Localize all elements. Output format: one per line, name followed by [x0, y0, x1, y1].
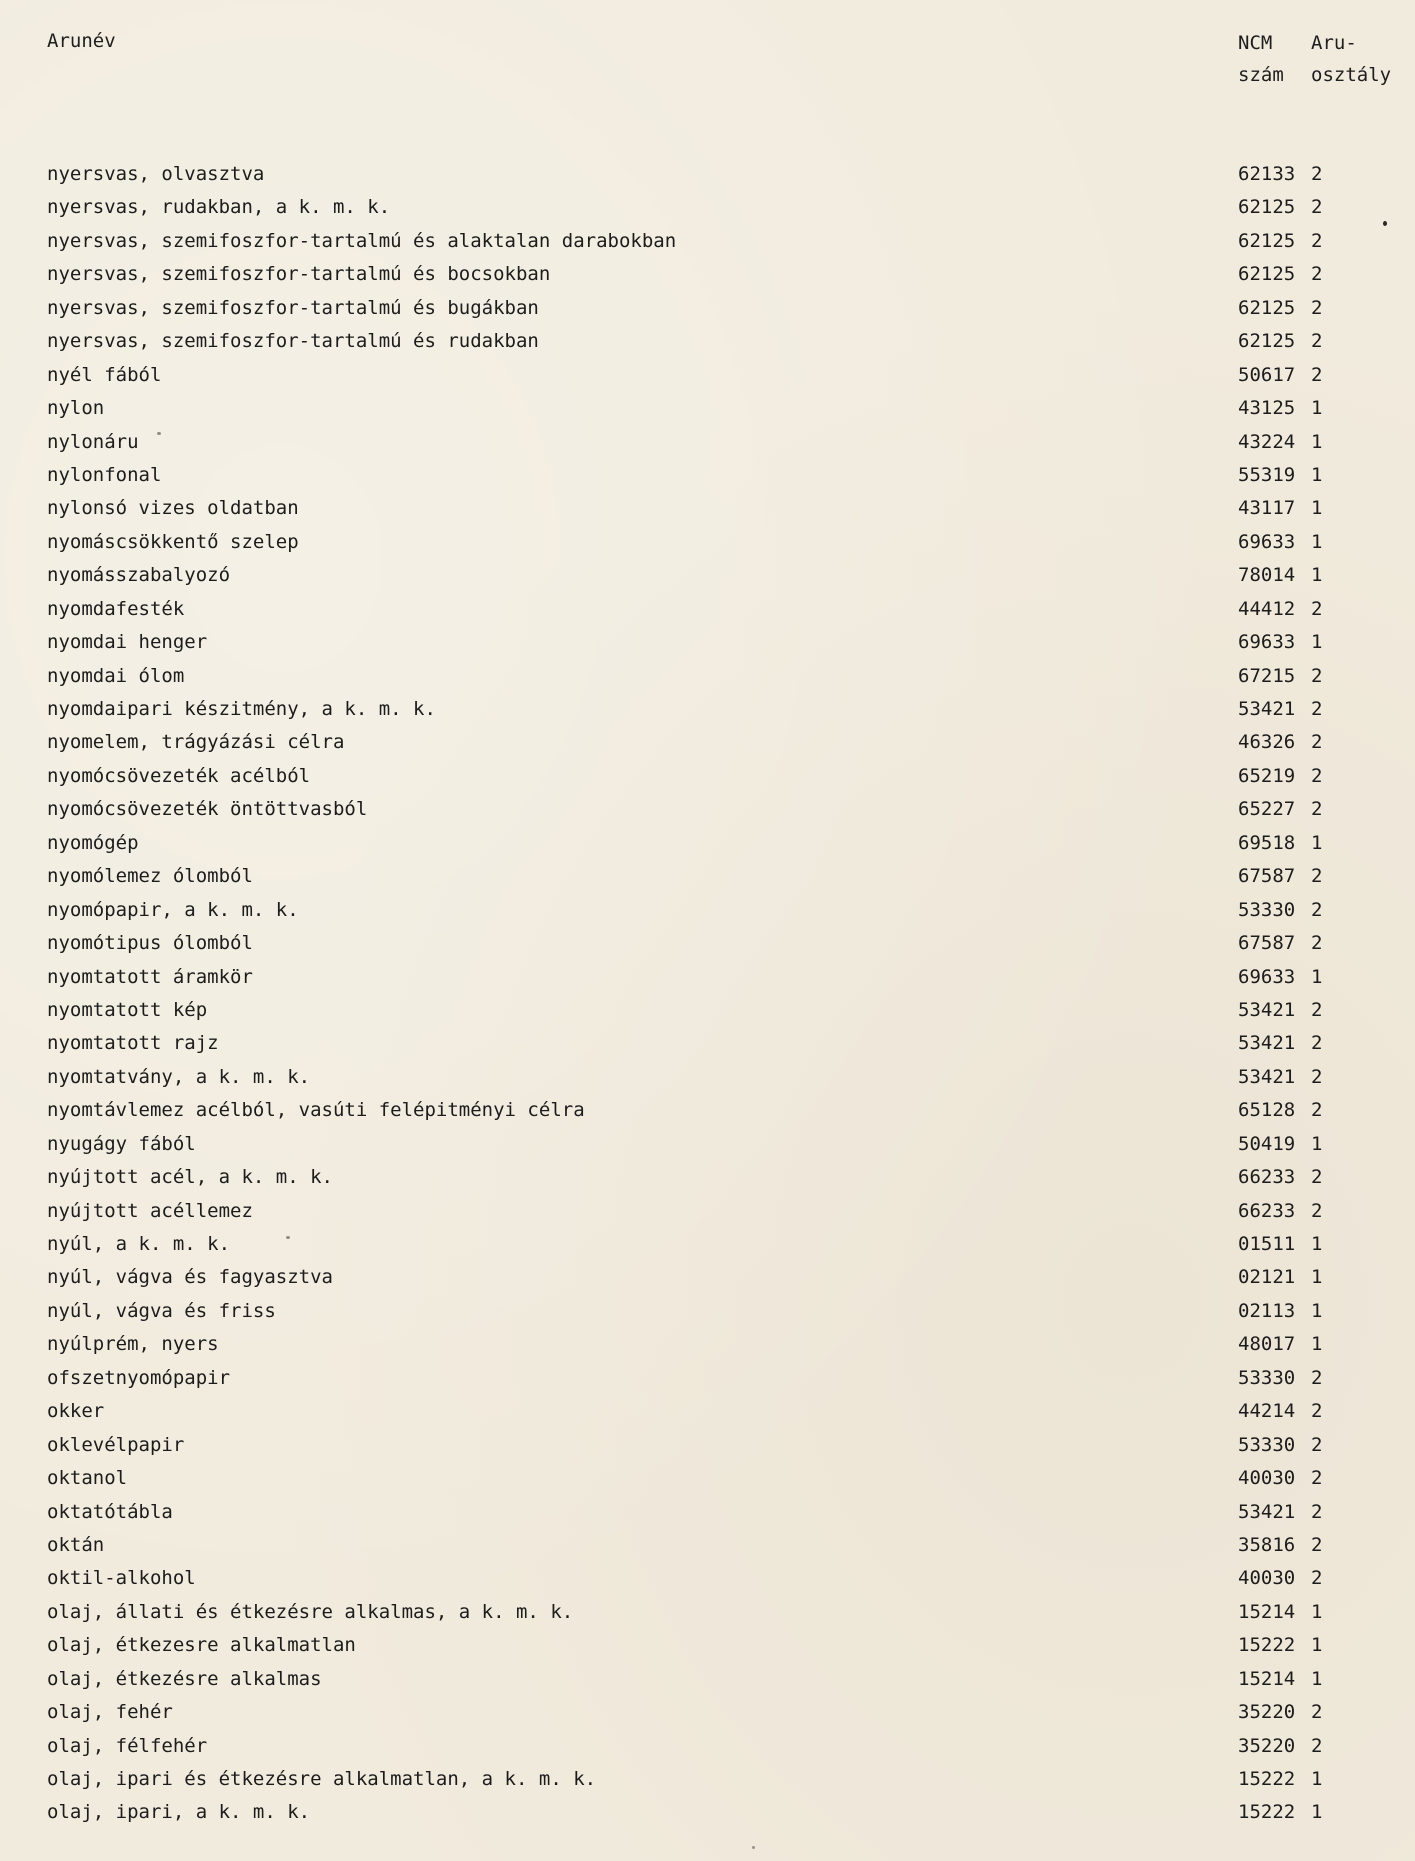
- item-name: olaj, félfehér: [47, 1734, 208, 1757]
- list-item: [0, 362, 1415, 395]
- item-class: 2: [1311, 1032, 1323, 1055]
- item-ncm-number: 53421: [1238, 998, 1296, 1021]
- item-name: nyugágy fából: [47, 1132, 196, 1155]
- item-name: nyújtott acél, a k. m. k.: [47, 1166, 333, 1189]
- item-class: 2: [1311, 330, 1323, 353]
- item-name: nyersvas, szemifoszfor-tartalmú és rudakban: [47, 330, 539, 353]
- item-class: 2: [1311, 798, 1323, 821]
- item-class: 2: [1311, 998, 1323, 1021]
- list-item: [0, 729, 1415, 762]
- list-item: [0, 930, 1415, 963]
- item-name: nyomáscsökkentő szelep: [47, 530, 299, 553]
- list-item: [0, 462, 1415, 495]
- item-class: 2: [1311, 229, 1323, 252]
- list-item: [0, 830, 1415, 863]
- item-name: nyomdai henger: [47, 631, 208, 654]
- item-class: 1: [1311, 965, 1323, 988]
- item-name: nyomtatvány, a k. m. k.: [47, 1065, 311, 1088]
- list-item: [0, 1264, 1415, 1297]
- item-name: nylon: [47, 397, 105, 420]
- list-item: [0, 1799, 1415, 1832]
- item-ncm-number: 15222: [1238, 1634, 1296, 1657]
- item-name: oktil-alkohol: [47, 1567, 196, 1590]
- item-ncm-number: 43117: [1238, 497, 1296, 520]
- item-ncm-number: 53421: [1238, 698, 1296, 720]
- item-ncm-number: 50617: [1238, 363, 1296, 386]
- item-ncm-number: 65128: [1238, 1099, 1296, 1122]
- column-header-class-line2: osztály: [1311, 64, 1392, 86]
- list-item: [0, 964, 1415, 997]
- list-item: [0, 1432, 1415, 1465]
- item-ncm-number: 35220: [1238, 1701, 1296, 1724]
- item-ncm-number: 69633: [1238, 530, 1296, 553]
- item-ncm-number: 15222: [1238, 1801, 1296, 1824]
- list-item: [0, 1632, 1415, 1665]
- item-ncm-number: 62125: [1238, 330, 1296, 353]
- item-name: okker: [47, 1400, 105, 1423]
- item-class: 2: [1311, 1366, 1323, 1389]
- column-header-ncm: NCM: [1238, 32, 1273, 54]
- list-item: [0, 796, 1415, 829]
- item-class: 1: [1311, 1266, 1323, 1289]
- item-class: 1: [1311, 397, 1323, 420]
- item-name: nyél fából: [47, 363, 162, 386]
- paper-speck: [157, 432, 161, 435]
- column-header-ncm-line2: szám: [1238, 64, 1284, 86]
- item-class: 2: [1311, 664, 1323, 687]
- item-class: 2: [1311, 932, 1323, 955]
- list-item: [0, 1164, 1415, 1197]
- item-class: 2: [1311, 1099, 1323, 1122]
- item-class: 1: [1311, 631, 1323, 654]
- item-class: 1: [1311, 564, 1323, 587]
- item-name: nyersvas, olvasztva: [47, 163, 265, 185]
- list-item: [0, 897, 1415, 930]
- item-name: olaj, állati és étkezésre alkalmas, a k. m. k.: [47, 1600, 574, 1623]
- list-item: [0, 529, 1415, 562]
- item-name: nyersvas, szemifoszfor-tartalmú és alaktalan darabokban: [47, 229, 677, 252]
- item-name: nylonáru: [47, 430, 139, 453]
- item-ncm-number: 55319: [1238, 463, 1296, 486]
- item-class: 2: [1311, 898, 1323, 921]
- list-item: [0, 1231, 1415, 1264]
- list-item: [0, 1131, 1415, 1164]
- list-item: [0, 562, 1415, 595]
- item-ncm-number: 62125: [1238, 296, 1296, 319]
- item-class: 2: [1311, 1533, 1323, 1556]
- item-ncm-number: 15214: [1238, 1667, 1296, 1690]
- item-name: nyúl, vágva és friss: [47, 1299, 276, 1322]
- item-name: nyomtatott kép: [47, 998, 208, 1021]
- item-ncm-number: 40030: [1238, 1567, 1296, 1590]
- item-class: 2: [1311, 1500, 1323, 1523]
- item-name: olaj, étkezesre alkalmatlan: [47, 1634, 356, 1657]
- item-class: 2: [1311, 865, 1323, 888]
- item-name: nyomócsövezeték acélból: [47, 764, 311, 787]
- item-class: 1: [1311, 831, 1323, 854]
- item-ncm-number: 02113: [1238, 1299, 1296, 1322]
- list-item: [0, 1766, 1415, 1799]
- item-name: nyomópapir, a k. m. k.: [47, 898, 299, 921]
- list-item: [0, 1331, 1415, 1364]
- item-name: nyomdaipari készitmény, a k. m. k.: [47, 698, 436, 720]
- list-item: [0, 495, 1415, 528]
- list-item: [0, 1097, 1415, 1130]
- list-item: [0, 1599, 1415, 1632]
- list-item: [0, 161, 1415, 194]
- item-ncm-number: 62133: [1238, 163, 1296, 185]
- item-name: nyomtatott áramkör: [47, 965, 253, 988]
- list-item: [0, 328, 1415, 361]
- item-ncm-number: 78014: [1238, 564, 1296, 587]
- list-item: [0, 1565, 1415, 1598]
- item-class: 2: [1311, 764, 1323, 787]
- item-ncm-number: 50419: [1238, 1132, 1296, 1155]
- item-class: 2: [1311, 163, 1323, 185]
- item-ncm-number: 15222: [1238, 1768, 1296, 1790]
- item-name: nyomtatott rajz: [47, 1032, 219, 1055]
- item-name: nyersvas, rudakban, a k. m. k.: [47, 196, 391, 219]
- item-class: 2: [1311, 1567, 1323, 1590]
- item-name: oktán: [47, 1533, 105, 1556]
- item-ncm-number: 53421: [1238, 1065, 1296, 1088]
- list-item: [0, 1699, 1415, 1732]
- item-class: 2: [1311, 263, 1323, 286]
- item-class: 1: [1311, 1600, 1323, 1623]
- list-item: [0, 1532, 1415, 1565]
- item-name: olaj, étkezésre alkalmas: [47, 1667, 322, 1690]
- item-class: 2: [1311, 597, 1323, 620]
- item-class: 1: [1311, 1667, 1323, 1690]
- item-ncm-number: 46326: [1238, 731, 1296, 754]
- item-class: 1: [1311, 497, 1323, 520]
- item-class: 1: [1311, 1233, 1323, 1255]
- list-item: [0, 194, 1415, 227]
- item-name: nyersvas, szemifoszfor-tartalmú és bocsokban: [47, 263, 551, 286]
- item-ncm-number: 44412: [1238, 597, 1296, 620]
- item-ncm-number: 48017: [1238, 1333, 1296, 1356]
- item-ncm-number: 69518: [1238, 831, 1296, 854]
- item-class: 2: [1311, 196, 1323, 219]
- list-item: [0, 763, 1415, 796]
- item-class: 2: [1311, 731, 1323, 754]
- item-ncm-number: 43125: [1238, 397, 1296, 420]
- list-item: [0, 1398, 1415, 1431]
- list-item: [0, 1365, 1415, 1398]
- item-ncm-number: 67215: [1238, 664, 1296, 687]
- item-name: nyújtott acéllemez: [47, 1199, 253, 1222]
- list-item: [0, 1499, 1415, 1532]
- item-class: 1: [1311, 1299, 1323, 1322]
- item-name: oktatótábla: [47, 1500, 173, 1523]
- item-name: nyomtávlemez acélból, vasúti felépitményi célra: [47, 1099, 585, 1122]
- column-header-class: Aru-: [1311, 32, 1357, 54]
- item-class: 2: [1311, 1166, 1323, 1189]
- item-name: ofszetnyomópapir: [47, 1366, 231, 1389]
- item-class: 2: [1311, 1433, 1323, 1456]
- item-class: 2: [1311, 1400, 1323, 1423]
- list-item: [0, 1064, 1415, 1097]
- item-ncm-number: 67587: [1238, 865, 1296, 888]
- item-name: nyomdafesték: [47, 597, 185, 620]
- item-ncm-number: 65227: [1238, 798, 1296, 821]
- item-class: 1: [1311, 430, 1323, 453]
- item-name: nyomótipus ólomból: [47, 932, 253, 955]
- item-ncm-number: 53330: [1238, 898, 1296, 921]
- item-class: 1: [1311, 1768, 1323, 1790]
- item-class: 1: [1311, 1333, 1323, 1356]
- item-name: nyomólemez ólomból: [47, 865, 253, 888]
- list-item: [0, 863, 1415, 896]
- paper-speck: [752, 1846, 755, 1849]
- product-list: [0, 161, 1415, 1833]
- item-ncm-number: 01511: [1238, 1233, 1296, 1255]
- item-class: 2: [1311, 1199, 1323, 1222]
- list-item: [0, 596, 1415, 629]
- list-item: [0, 395, 1415, 428]
- item-class: 2: [1311, 1467, 1323, 1490]
- item-ncm-number: 35220: [1238, 1734, 1296, 1757]
- list-item: [0, 997, 1415, 1030]
- item-name: oklevélpapir: [47, 1433, 185, 1456]
- item-ncm-number: 65219: [1238, 764, 1296, 787]
- item-ncm-number: 53421: [1238, 1500, 1296, 1523]
- list-item: [0, 429, 1415, 462]
- item-name: nyúl, a k. m. k.: [47, 1233, 231, 1255]
- item-ncm-number: 69633: [1238, 965, 1296, 988]
- item-ncm-number: 53330: [1238, 1366, 1296, 1389]
- list-item: [0, 1465, 1415, 1498]
- list-item: [0, 1666, 1415, 1699]
- item-class: 1: [1311, 1634, 1323, 1657]
- item-ncm-number: 53421: [1238, 1032, 1296, 1055]
- item-ncm-number: 62125: [1238, 229, 1296, 252]
- item-class: 1: [1311, 1801, 1323, 1824]
- list-item: [0, 1733, 1415, 1766]
- item-name: nyúl, vágva és fagyasztva: [47, 1266, 333, 1289]
- item-name: nyomdai ólom: [47, 664, 185, 687]
- list-item: [0, 696, 1415, 729]
- item-name: olaj, ipari és étkezésre alkalmatlan, a k. m. k.: [47, 1768, 597, 1790]
- item-class: 1: [1311, 530, 1323, 553]
- item-name: nylonfonal: [47, 463, 162, 486]
- item-name: olaj, fehér: [47, 1701, 173, 1724]
- item-class: 2: [1311, 1734, 1323, 1757]
- item-name: nyomógép: [47, 831, 139, 854]
- item-ncm-number: 40030: [1238, 1467, 1296, 1490]
- list-item: [0, 629, 1415, 662]
- item-class: 1: [1311, 1132, 1323, 1155]
- item-ncm-number: 02121: [1238, 1266, 1296, 1289]
- item-name: oktanol: [47, 1467, 128, 1490]
- list-item: [0, 1030, 1415, 1063]
- item-ncm-number: 15214: [1238, 1600, 1296, 1623]
- list-item: [0, 295, 1415, 328]
- column-header-name: Arunév: [47, 30, 116, 52]
- item-name: olaj, ipari, a k. m. k.: [47, 1801, 311, 1824]
- item-ncm-number: 53330: [1238, 1433, 1296, 1456]
- item-name: nyersvas, szemifoszfor-tartalmú és bugákban: [47, 296, 539, 319]
- item-name: nyomásszabalyozó: [47, 564, 231, 587]
- item-ncm-number: 67587: [1238, 932, 1296, 955]
- item-ncm-number: 66233: [1238, 1166, 1296, 1189]
- item-class: 2: [1311, 363, 1323, 386]
- list-item: [0, 663, 1415, 696]
- list-item: [0, 1198, 1415, 1231]
- item-name: nylonsó vizes oldatban: [47, 497, 299, 520]
- item-class: 2: [1311, 1701, 1323, 1724]
- list-item: [0, 228, 1415, 261]
- item-ncm-number: 62125: [1238, 196, 1296, 219]
- item-name: nyomelem, trágyázási célra: [47, 731, 345, 754]
- item-ncm-number: 44214: [1238, 1400, 1296, 1423]
- item-class: 2: [1311, 296, 1323, 319]
- item-class: 2: [1311, 1065, 1323, 1088]
- item-name: nyomócsövezeték öntöttvasból: [47, 798, 368, 821]
- item-class: 1: [1311, 463, 1323, 486]
- list-item: [0, 261, 1415, 294]
- item-ncm-number: 66233: [1238, 1199, 1296, 1222]
- item-class: 2: [1311, 698, 1323, 720]
- item-ncm-number: 69633: [1238, 631, 1296, 654]
- item-ncm-number: 43224: [1238, 430, 1296, 453]
- item-ncm-number: 35816: [1238, 1533, 1296, 1556]
- item-name: nyúlprém, nyers: [47, 1333, 219, 1356]
- list-item: [0, 1298, 1415, 1331]
- paper-speck: [1383, 221, 1387, 226]
- paper-speck: [286, 1236, 290, 1239]
- item-ncm-number: 62125: [1238, 263, 1296, 286]
